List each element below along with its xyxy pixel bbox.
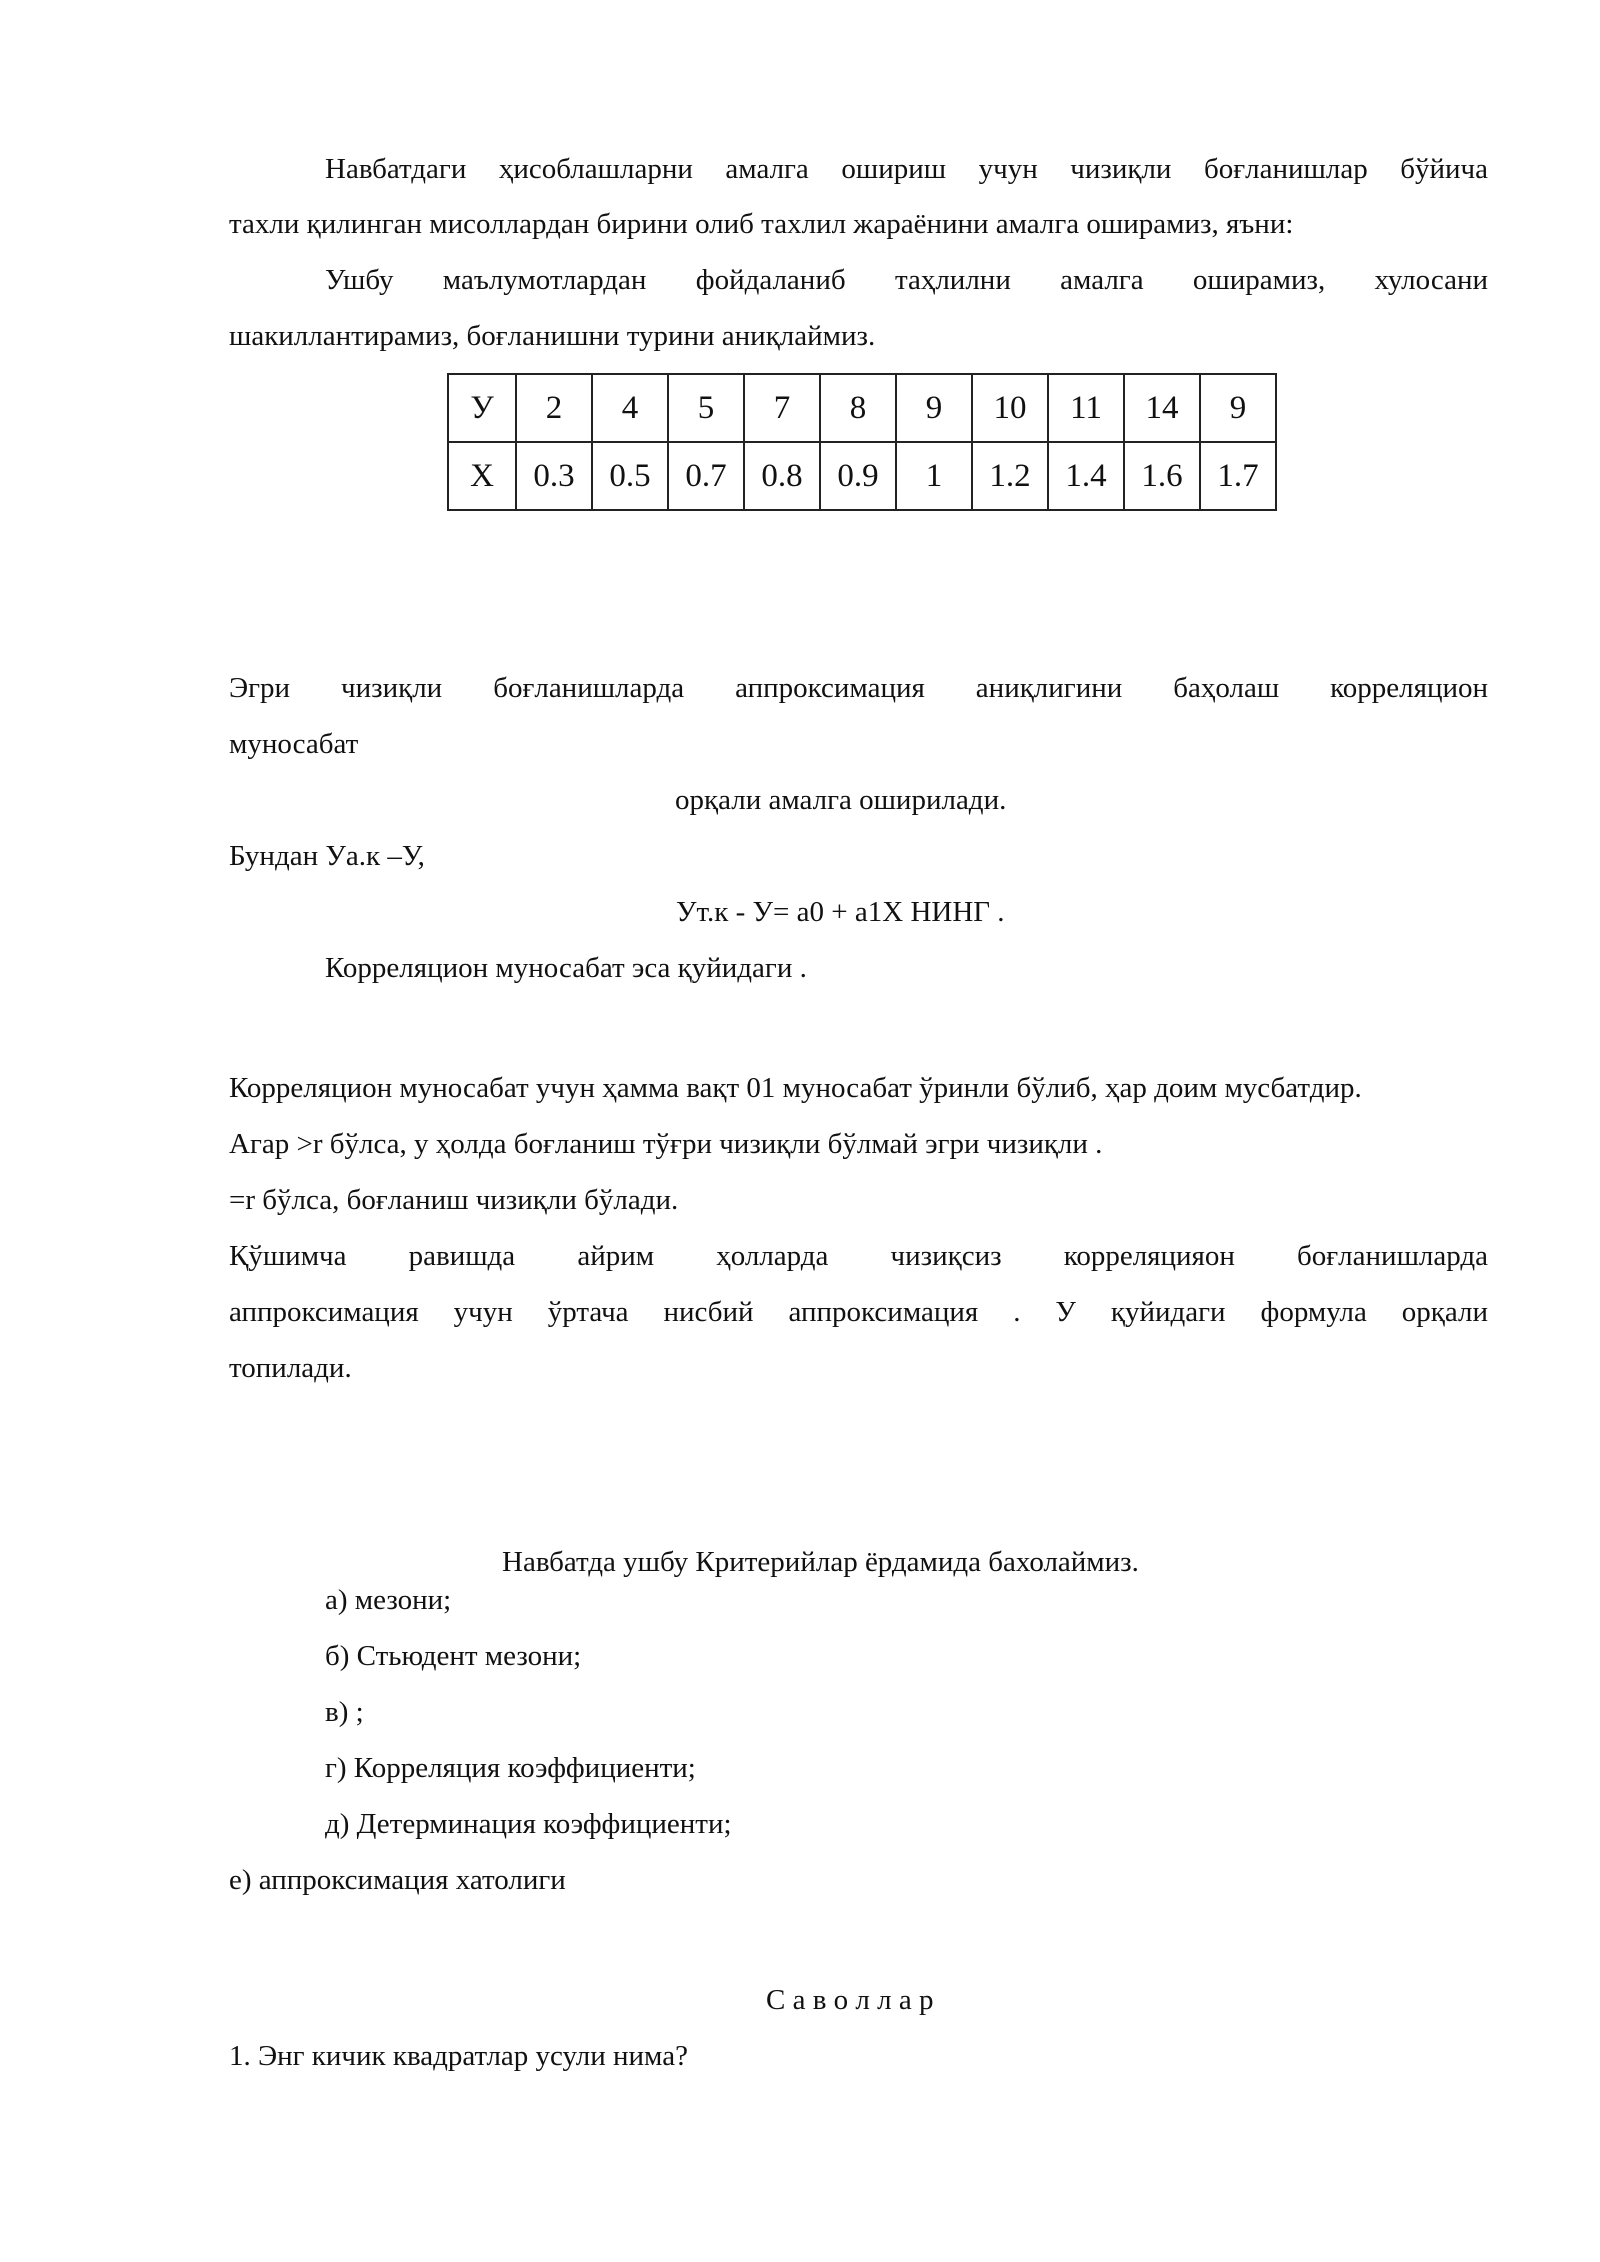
- table-cell: 0.8: [744, 442, 820, 510]
- table-cell: Х: [448, 442, 516, 510]
- table-cell: 0.3: [516, 442, 592, 510]
- paragraph-4: Бундан Уа.к –У,: [229, 840, 425, 872]
- criteria-intro: Навбатда ушбу Критерийлар ёрдамида бахолаймиз.: [502, 1546, 1139, 1578]
- table-cell: 8: [820, 374, 896, 442]
- table-cell: 1.6: [1124, 442, 1200, 510]
- table-cell: 1.2: [972, 442, 1048, 510]
- paragraph-10-line-2: аппроксимация учун ўртача нисбий аппроксимация . У қуйидаги формула орқали: [229, 1296, 1488, 1328]
- criteria-item: е) аппроксимация хатолиги: [229, 1864, 566, 1896]
- criteria-item: б) Стьюдент мезони;: [325, 1640, 582, 1672]
- paragraph-2-line-2: шакиллантирамиз, боғланишни турини аниқлаймиз.: [229, 320, 876, 352]
- table-cell: 0.5: [592, 442, 668, 510]
- paragraph-1-line-2: тахли қилинган мисоллардан бирини олиб тахлил жараёнини амалга оширамиз, яъни:: [229, 208, 1294, 240]
- table-cell: 1.7: [1200, 442, 1276, 510]
- paragraph-3-line-1: Эгри чизиқли боғланишларда аппроксимация аниқлигини баҳолаш корреляцион: [229, 672, 1488, 704]
- table-cell: 2: [516, 374, 592, 442]
- formula-line: Ут.к - У= а0 + а1Х НИНГ .: [676, 896, 1005, 928]
- paragraph-1-line-1: Навбатдаги ҳисоблашларни амалга ошириш учун чизиқли боғланишлар бўйича: [325, 153, 1488, 185]
- criteria-item: а) мезони;: [325, 1584, 452, 1616]
- table-cell: 10: [972, 374, 1048, 442]
- table-cell: 0.9: [820, 442, 896, 510]
- table-cell: 4: [592, 374, 668, 442]
- question-item: 1. Энг кичик квадратлар усули нима?: [229, 2040, 688, 2072]
- paragraph-2-line-1: Ушбу маълумотлардан фойдаланиб таҳлилни амалга оширамиз, хулосани: [325, 264, 1488, 296]
- criteria-item: в) ;: [325, 1696, 364, 1728]
- table-cell: 9: [896, 374, 972, 442]
- table-cell: 0.7: [668, 442, 744, 510]
- paragraph-10-line-3: топилади.: [229, 1352, 352, 1384]
- questions-heading: С а в о л л а р: [766, 1984, 934, 2016]
- paragraph-8: Агар >r бўлса, у ҳолда боғланиш тўғри чизиқли бўлмай эгри чизиқли .: [229, 1128, 1103, 1160]
- criteria-item: д) Детерминация коэффициенти;: [325, 1808, 732, 1840]
- paragraph-7: Корреляцион муносабат учун ҳамма вақт 01 муносабат ўринли бўлиб, ҳар доим мусбатдир.: [229, 1072, 1362, 1104]
- table-cell: 7: [744, 374, 820, 442]
- paragraph-3-line-3: орқали амалга оширилади.: [675, 784, 1007, 816]
- table-cell: 1.4: [1048, 442, 1124, 510]
- table-cell: 9: [1200, 374, 1276, 442]
- paragraph-6: Корреляцион муносабат эса қуйидаги .: [325, 952, 807, 984]
- data-table: [447, 373, 1277, 511]
- paragraph-3-line-2: муносабат: [229, 728, 359, 760]
- table-cell: 14: [1124, 374, 1200, 442]
- paragraph-10-line-1: Қўшимча равишда айрим ҳолларда чизиқсиз корреляцияон боғланишларда: [229, 1240, 1488, 1272]
- table-cell: 11: [1048, 374, 1124, 442]
- table-cell: У: [448, 374, 516, 442]
- table-row-x: [448, 442, 1276, 510]
- table-row-y: [448, 374, 1276, 442]
- paragraph-9: =r бўлса, боғланиш чизиқли бўлади.: [229, 1184, 679, 1216]
- criteria-item: г) Корреляция коэффициенти;: [325, 1752, 696, 1784]
- table-cell: 1: [896, 442, 972, 510]
- table-cell: 5: [668, 374, 744, 442]
